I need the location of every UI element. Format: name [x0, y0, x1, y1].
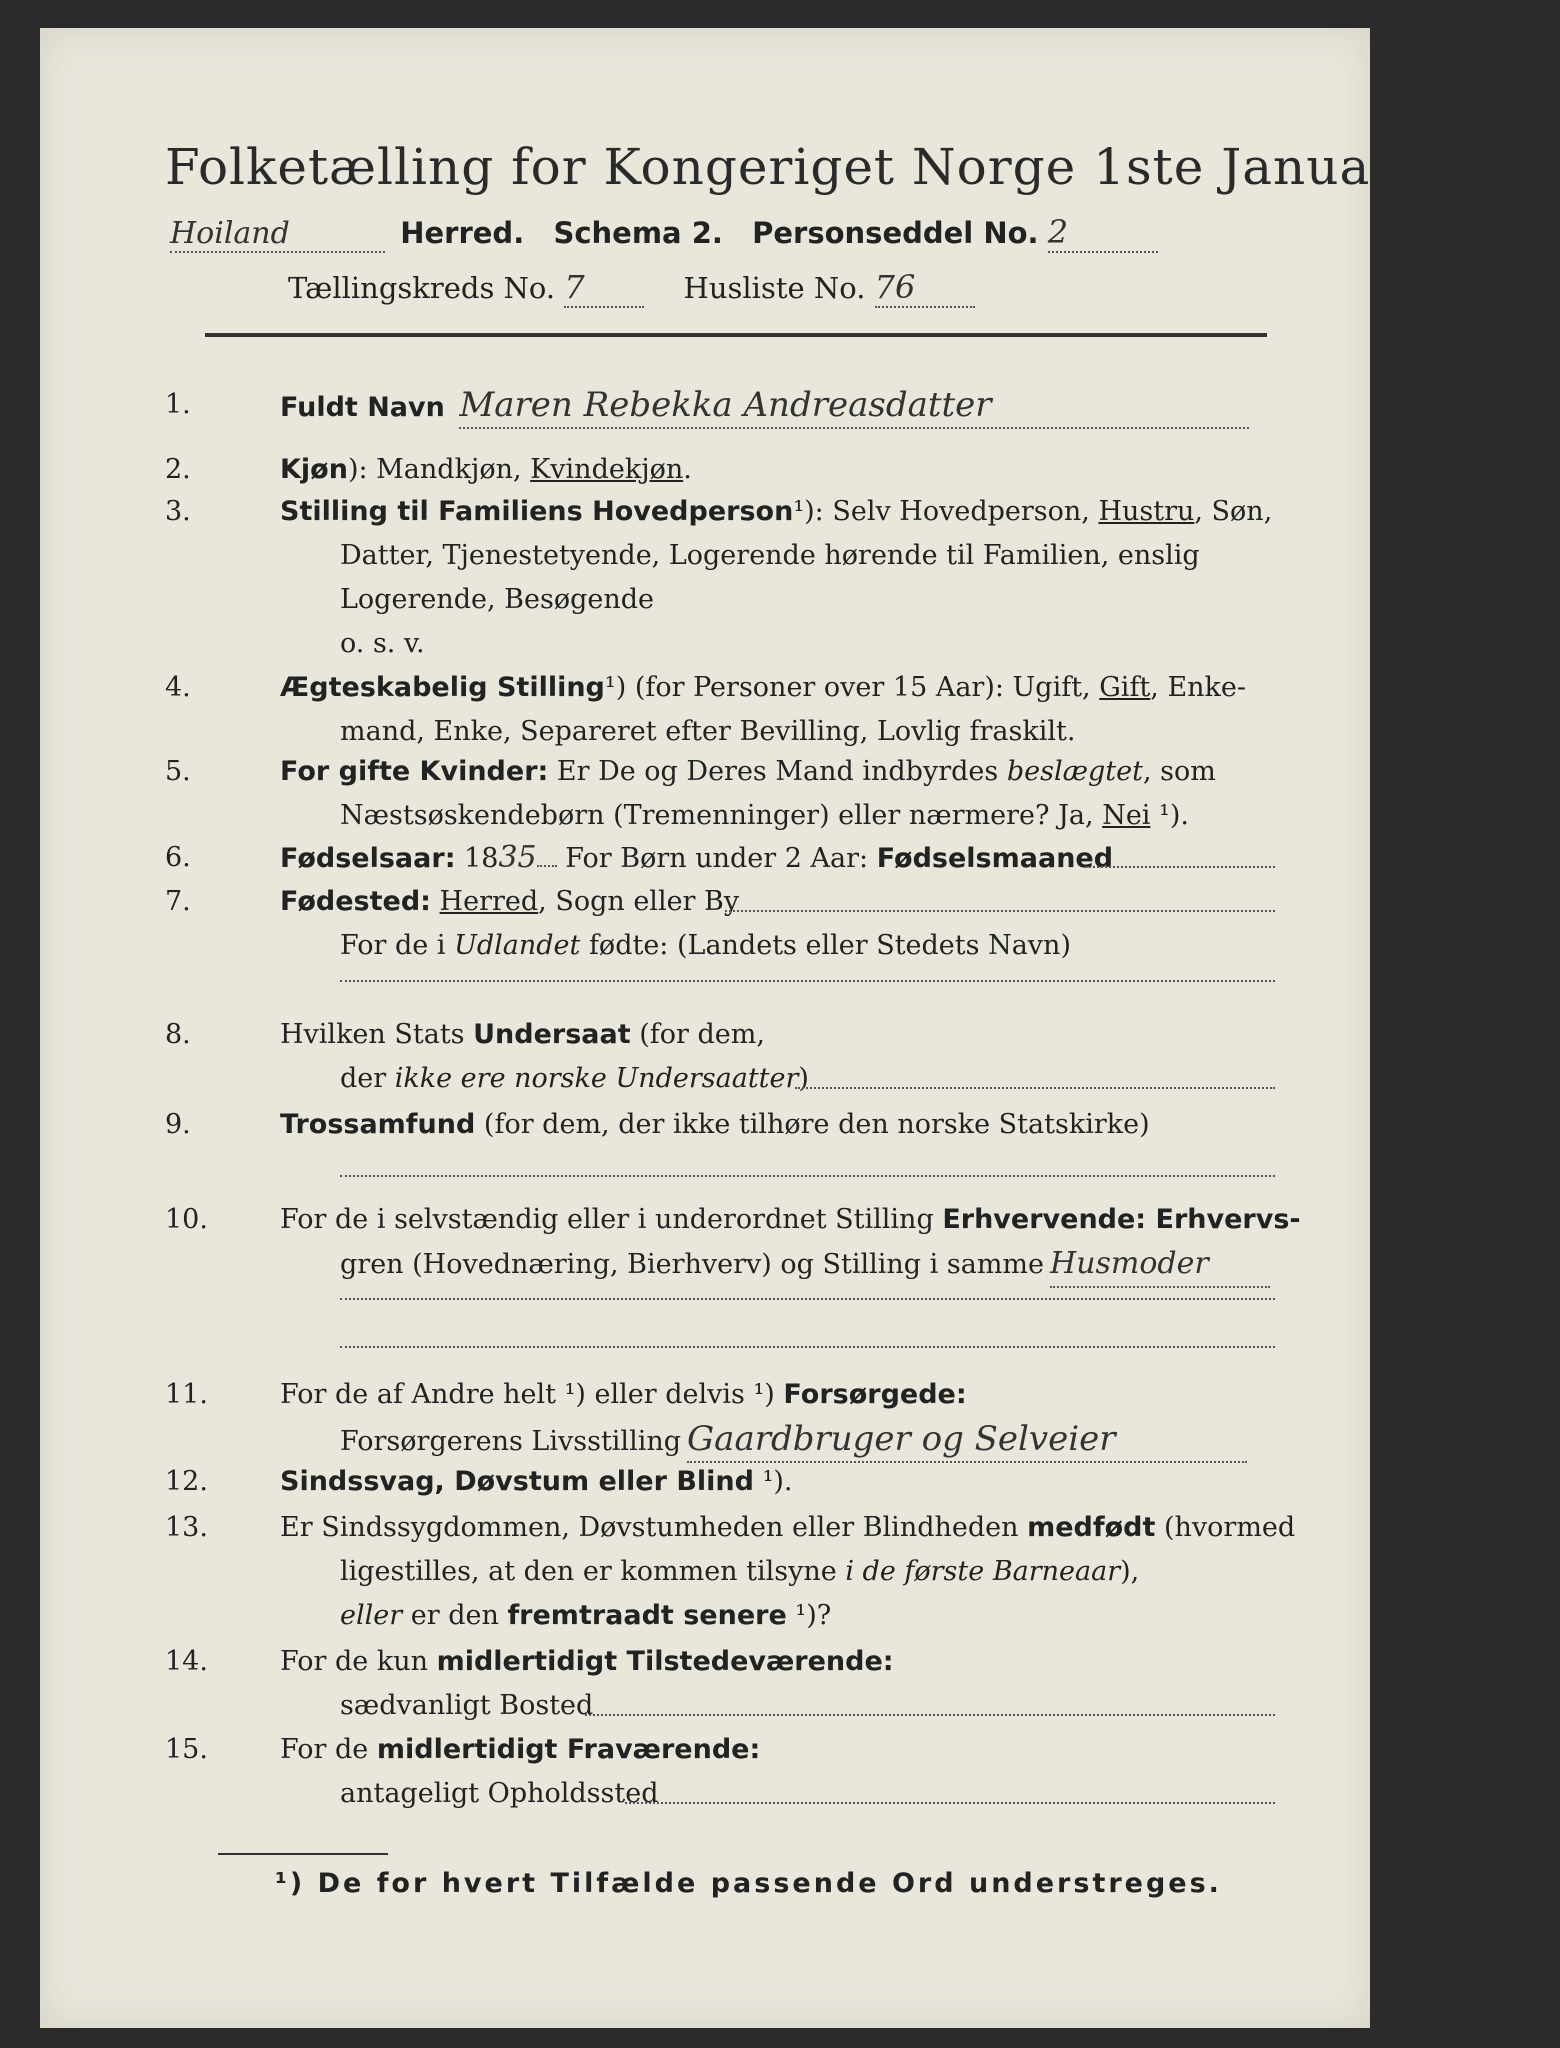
- citizen-text: (for dem,: [630, 1019, 765, 1050]
- position-options: ¹): Selv Hovedperson,: [793, 496, 1099, 527]
- item-10: [165, 1198, 1301, 1348]
- schema-label: Schema 2.: [553, 216, 723, 250]
- marital-options-end: , Enke-: [1150, 672, 1247, 703]
- under2-text: For Børn under 2 Aar:: [556, 843, 877, 874]
- temp-present-prefix: For de kun: [280, 1646, 437, 1677]
- item-number: 11.: [165, 1379, 208, 1410]
- position-selected: Hustru: [1098, 496, 1195, 527]
- disability-end: ¹).: [753, 1466, 793, 1497]
- cousins-text: Næstsøskendebørn (Tremenninger) eller nærmere? Ja,: [340, 800, 1103, 831]
- header-rule: [205, 333, 1267, 337]
- sex-end: .: [683, 454, 692, 485]
- item-3: [165, 490, 1275, 670]
- marital-line2: mand, Enke, Separeret efter Bevilling, Lovlig fraskilt.: [340, 716, 1076, 747]
- congenital-prefix: Er Sindssygdommen, Døvstumheden eller Blindheden: [280, 1512, 1028, 1543]
- position-options-end: , Søn,: [1194, 496, 1273, 527]
- citizen-prefix: Hvilken Stats: [280, 1019, 474, 1050]
- census-form: [40, 28, 1560, 2028]
- sex-selected: Kvindekjøn: [530, 454, 684, 485]
- kreds-label: Tællingskreds No.: [288, 271, 556, 305]
- footnote-rule: [218, 1853, 388, 1855]
- birthyear-label: Fødselsaar:: [280, 843, 456, 874]
- item-number: 5.: [165, 756, 191, 787]
- birthmonth-label: Fødselsmaaned: [876, 843, 1114, 874]
- position-line4: o. s. v.: [340, 628, 425, 659]
- herred-line: [170, 213, 1158, 253]
- abroad-word: Udlandet: [454, 930, 581, 961]
- position-line3: Logerende, Besøgende: [340, 584, 654, 615]
- item-12: [165, 1460, 1275, 1504]
- marital-selected: Gift: [1099, 672, 1151, 703]
- position-label: Stilling til Familiens Hovedperson: [280, 496, 794, 527]
- supported-label: Forsørgede:: [783, 1379, 967, 1410]
- personseddel-label: Personseddel No.: [752, 216, 1039, 250]
- religion-field: [340, 1175, 1275, 1177]
- supported-prefix: For de af Andre helt ¹) eller delvis ¹): [280, 1379, 784, 1410]
- occupation-field-2: [340, 1298, 1275, 1300]
- citizen-line2-prefix: der: [340, 1063, 395, 1094]
- congenital-line3-italic: eller: [340, 1600, 403, 1631]
- temp-absent-label: midlertidigt Fraværende:: [376, 1734, 761, 1765]
- congenital-line3-bold: fremtraadt senere: [507, 1600, 787, 1631]
- abroad-prefix: For de i: [340, 930, 455, 961]
- item-number: 3.: [165, 496, 191, 527]
- item-9: [165, 1103, 1275, 1183]
- item-number: 7.: [165, 886, 191, 917]
- form-title: Folketælling for Kongeriget Norge 1ste Januar 1891.: [165, 138, 1560, 196]
- item-number: 14.: [165, 1646, 208, 1677]
- birthyear-prefix: 18: [455, 843, 499, 874]
- abroad-field: [340, 980, 1275, 982]
- usual-residence-label: sædvanligt Bosted: [340, 1690, 594, 1721]
- item-15: [165, 1728, 1275, 1818]
- congenital-line3-text: er den: [402, 1600, 508, 1631]
- item-number: 12.: [165, 1466, 208, 1497]
- husliste-label: Husliste No.: [683, 271, 866, 305]
- abroad-text: fødte: (Landets eller Stedets Navn): [580, 930, 1071, 961]
- related-end: , som: [1142, 756, 1216, 787]
- herred-value: Hoiland: [170, 216, 385, 253]
- related-question: Er De og Deres Mand indbyrdes: [548, 756, 1007, 787]
- presumed-stay-field: [625, 1802, 1275, 1804]
- item-4: [165, 666, 1275, 756]
- item-1: [165, 383, 1275, 433]
- birthplace-label: Fødested:: [280, 886, 431, 917]
- occupation-label: Erhvervende: Erhvervs-: [942, 1204, 1301, 1235]
- citizen-field: [795, 1087, 1275, 1089]
- item-number: 10.: [165, 1204, 208, 1235]
- item-number: 15.: [165, 1734, 208, 1765]
- item-number: 13.: [165, 1512, 208, 1543]
- temp-absent-prefix: For de: [280, 1734, 377, 1765]
- cousins-selected: Nei: [1102, 800, 1151, 831]
- item-13: [165, 1506, 1296, 1641]
- citizen-line2-end: ): [798, 1063, 809, 1094]
- item-number: 4.: [165, 672, 191, 703]
- citizen-label: Undersaat: [473, 1019, 631, 1050]
- provider-label: Forsørgerens Livsstilling: [340, 1426, 682, 1457]
- sex-options: ): Mandkjøn,: [347, 454, 531, 485]
- item-2: [165, 448, 1275, 492]
- usual-residence-field: [585, 1714, 1275, 1716]
- husliste-value: 76: [875, 268, 975, 308]
- congenital-line2-end: ),: [1120, 1556, 1140, 1587]
- religion-label: Trossamfund: [280, 1109, 476, 1140]
- occupation-line2: gren (Hovednæring, Bierhverv) og Stilling i samme: [340, 1249, 1045, 1280]
- occupation-value: Husmoder: [1050, 1242, 1270, 1288]
- sex-label: Kjøn: [280, 454, 348, 485]
- disability-label: Sindssvag, Døvstum eller Blind: [280, 1466, 754, 1497]
- marital-label: Ægteskabelig Stilling: [280, 672, 605, 703]
- name-value: Maren Rebekka Andreasdatter: [459, 383, 1249, 429]
- married-women-label: For gifte Kvinder:: [280, 756, 549, 787]
- birthyear-value: 35: [498, 840, 537, 875]
- occupation-prefix: For de i selvstændig eller i underordnet Stilling: [280, 1204, 943, 1235]
- congenital-line3-end: ¹)?: [786, 1600, 832, 1631]
- item-8: [165, 1013, 1275, 1103]
- congenital-line2-italic: i de første Barneaar: [845, 1556, 1121, 1587]
- temp-present-label: midlertidigt Tilstedeværende:: [436, 1646, 894, 1677]
- congenital-line2: ligestilles, at den er kommen tilsyne: [340, 1556, 846, 1587]
- item-number: 9.: [165, 1109, 191, 1140]
- occupation-field-3: [340, 1346, 1275, 1348]
- birthplace-field: [725, 910, 1275, 912]
- item-number: 1.: [165, 389, 191, 420]
- herred-label: Herred.: [400, 216, 525, 250]
- related-word: beslægtet: [1006, 756, 1143, 787]
- marital-options: ¹) (for Personer over 15 Aar): Ugift,: [604, 672, 1100, 703]
- footnote: ¹) De for hvert Tilfælde passende Ord understreges.: [275, 1868, 1222, 1899]
- birthplace-options: , Sogn eller By: [538, 886, 740, 917]
- personseddel-value: 2: [1048, 213, 1158, 253]
- congenital-text: (hvormed: [1155, 1512, 1296, 1543]
- congenital-label: medfødt: [1027, 1512, 1156, 1543]
- item-11: [165, 1373, 1275, 1463]
- religion-text: (for dem, der ikke tilhøre den norske Statskirke): [475, 1109, 1150, 1140]
- item-number: 8.: [165, 1019, 191, 1050]
- kreds-value: 7: [564, 268, 644, 308]
- item-6: [165, 836, 1275, 880]
- citizen-line2-italic: ikke ere norske Undersaatter: [394, 1063, 799, 1094]
- birthmonth-field: [1085, 866, 1275, 868]
- item-number: 2.: [165, 454, 191, 485]
- item-7: [165, 880, 1275, 990]
- kreds-line: [288, 268, 975, 308]
- name-label: Fuldt Navn: [280, 392, 445, 423]
- birthplace-selected: Herred: [439, 886, 539, 917]
- item-14: [165, 1640, 1275, 1730]
- item-number: 6.: [165, 842, 191, 873]
- presumed-stay-label: antageligt Opholdssted: [340, 1778, 659, 1809]
- cousins-end: ¹).: [1150, 800, 1189, 831]
- item-5: [165, 750, 1275, 840]
- position-line2: Datter, Tjenestetyende, Logerende hørende til Familien, enslig: [340, 540, 1200, 571]
- provider-value: Gaardbruger og Selveier: [687, 1417, 1247, 1463]
